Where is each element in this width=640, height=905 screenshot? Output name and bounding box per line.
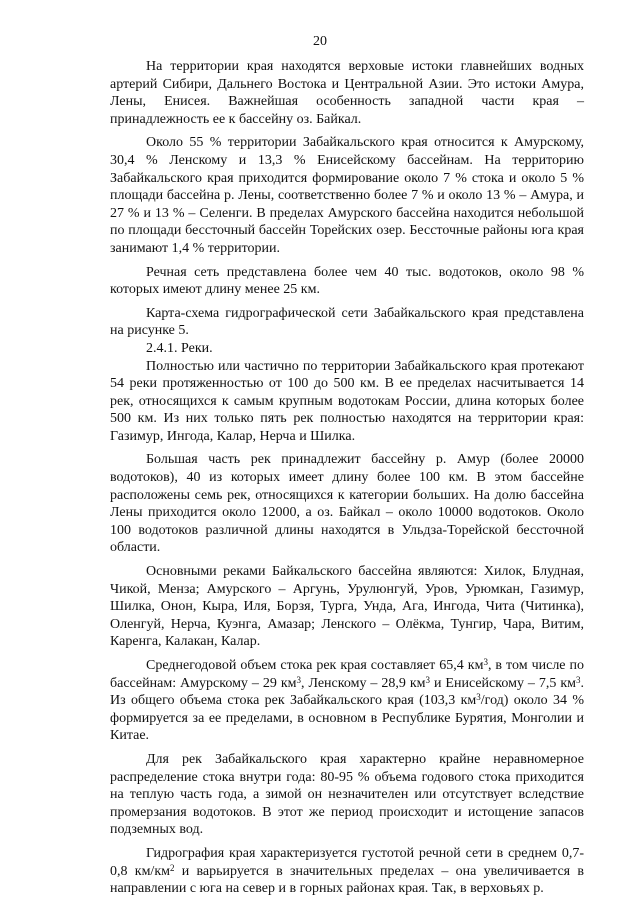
paragraph-main-rivers: Основными реками Байкальского бассейна являются: Хилок, Блудная, Чикой, Менза; Амурского – Аргунь, Урулюнгуй, Уров, Урюмкан, Газимур, Шилка, Онон, Кыра, Иля, Борзя, Турга, Унда, Ага, Ингода, Чита (Читинка), Оленгуй, Нерча, Куэнга, Амазар; Ленского – Олёкма, Тунгир, Чара, Витим, Каренга, Калакан, Калар. <box>110 564 584 650</box>
superscript: 3 <box>483 657 488 667</box>
page-number: 20 <box>313 34 327 49</box>
superscript: 3 <box>296 674 301 685</box>
paragraph-hydrography-density <box>110 845 584 898</box>
document-body <box>110 58 584 904</box>
text-fragment: и варьируется в значительных пределах – она увеличивается в направлении с юга на север и в горных районах края. Так, в верховьях р. <box>110 863 584 897</box>
text-fragment: , Ленскому – 28,9 км <box>300 675 426 691</box>
paragraph-map-reference: Карта-схема гидрографической сети Забайкальского края представлена на рисунке 5. <box>110 305 584 339</box>
paragraph-headwaters: На территории края находятся верховые истоки главнейших водных артерий Сибири, Дальнего Востока и Центральной Азии. Это истоки Амура, Лены, Енисея. Важнейшая особенность западной части края – принадлежность ее к бассейну оз. Байкал. <box>110 59 584 127</box>
superscript: 3 <box>425 674 430 685</box>
text-fragment: , в том числе по бассейнам: Амурскому – 29 км <box>110 658 585 691</box>
text-fragment: /год) около 34 % формируется за ее пределами, в основном в Республике Бурятия, Монголии и Китае. <box>110 693 584 744</box>
text-fragment: Гидрография края характеризуется густотой речной сети в среднем 0,7-0,8 км/км <box>110 845 584 879</box>
paragraph-river-network: Речная сеть представлена более чем 40 тыс. водотоков, около 98 % которых имеют длину менее 25 км. <box>110 264 584 298</box>
paragraph-basins: Около 55 % территории Забайкальского края относится к Амурскому, 30,4 % Ленскому и 13,3 % Енисейскому бассейнам. На территорию Забайкальского края приходится формирование около 7 % стока и около 5 % площади бассейна р. Лены, соответственно более 7 % и около 13 % – Амура, и 27 % и 13 % – Селенги. В пределах Амурского бассейна находится небольшой по площади бессточный бассейн Торейских озер. Бессточные районы юга края занимают 1,4 % территории. <box>110 135 584 256</box>
superscript: 3 <box>576 674 581 685</box>
paragraph-river-count: Полностью или частично по территории Забайкальского края протекают 54 реки протяженностью от 100 до 500 км. В ее пределах насчитывается 14 рек, относящихся к самым крупным водотокам России, длина которых более 500 км. Из них только пять рек полностью находятся на территории края: Газимур, Ингода, Калар, Нерча и Шилка. <box>110 358 584 444</box>
paragraph-seasonal-runoff: Для рек Забайкальского края характерно крайне неравномерное распределение стока внутри года: 80-95 % объема годового стока приходится на теплую часть года, а зимой он незначителен или отсутствует вследствие промерзания водотоков. В этот же период происходит и истощение запасов подземных вод. <box>110 751 584 838</box>
paragraph-amur-basin: Большая часть рек принадлежит бассейну р. Амур (более 20000 водотоков), 40 из которых имеет длину более 100 км. В этом бассейне расположены семь рек, относящихся к категории больших. На долю бассейна Лены приходится около 12000, а оз. Байкал – около 10000 водотоков. Около 100 водотоков различной длины находятся в Ульдза-Торейской бессточной области. <box>110 452 584 556</box>
text-fragment: и Енисейскому – 7,5 км <box>430 675 576 691</box>
superscript: 3 <box>476 692 481 703</box>
text-fragment: . Из общего объема стока рек Забайкальского края (103,3 км <box>110 675 584 709</box>
section-heading-rivers: 2.4.1. Реки. <box>146 340 213 356</box>
text-fragment: Среднегодовой объем стока рек края составляет 65,4 км <box>146 658 484 673</box>
paragraph-runoff-volume <box>110 657 584 745</box>
superscript: 2 <box>169 862 175 873</box>
